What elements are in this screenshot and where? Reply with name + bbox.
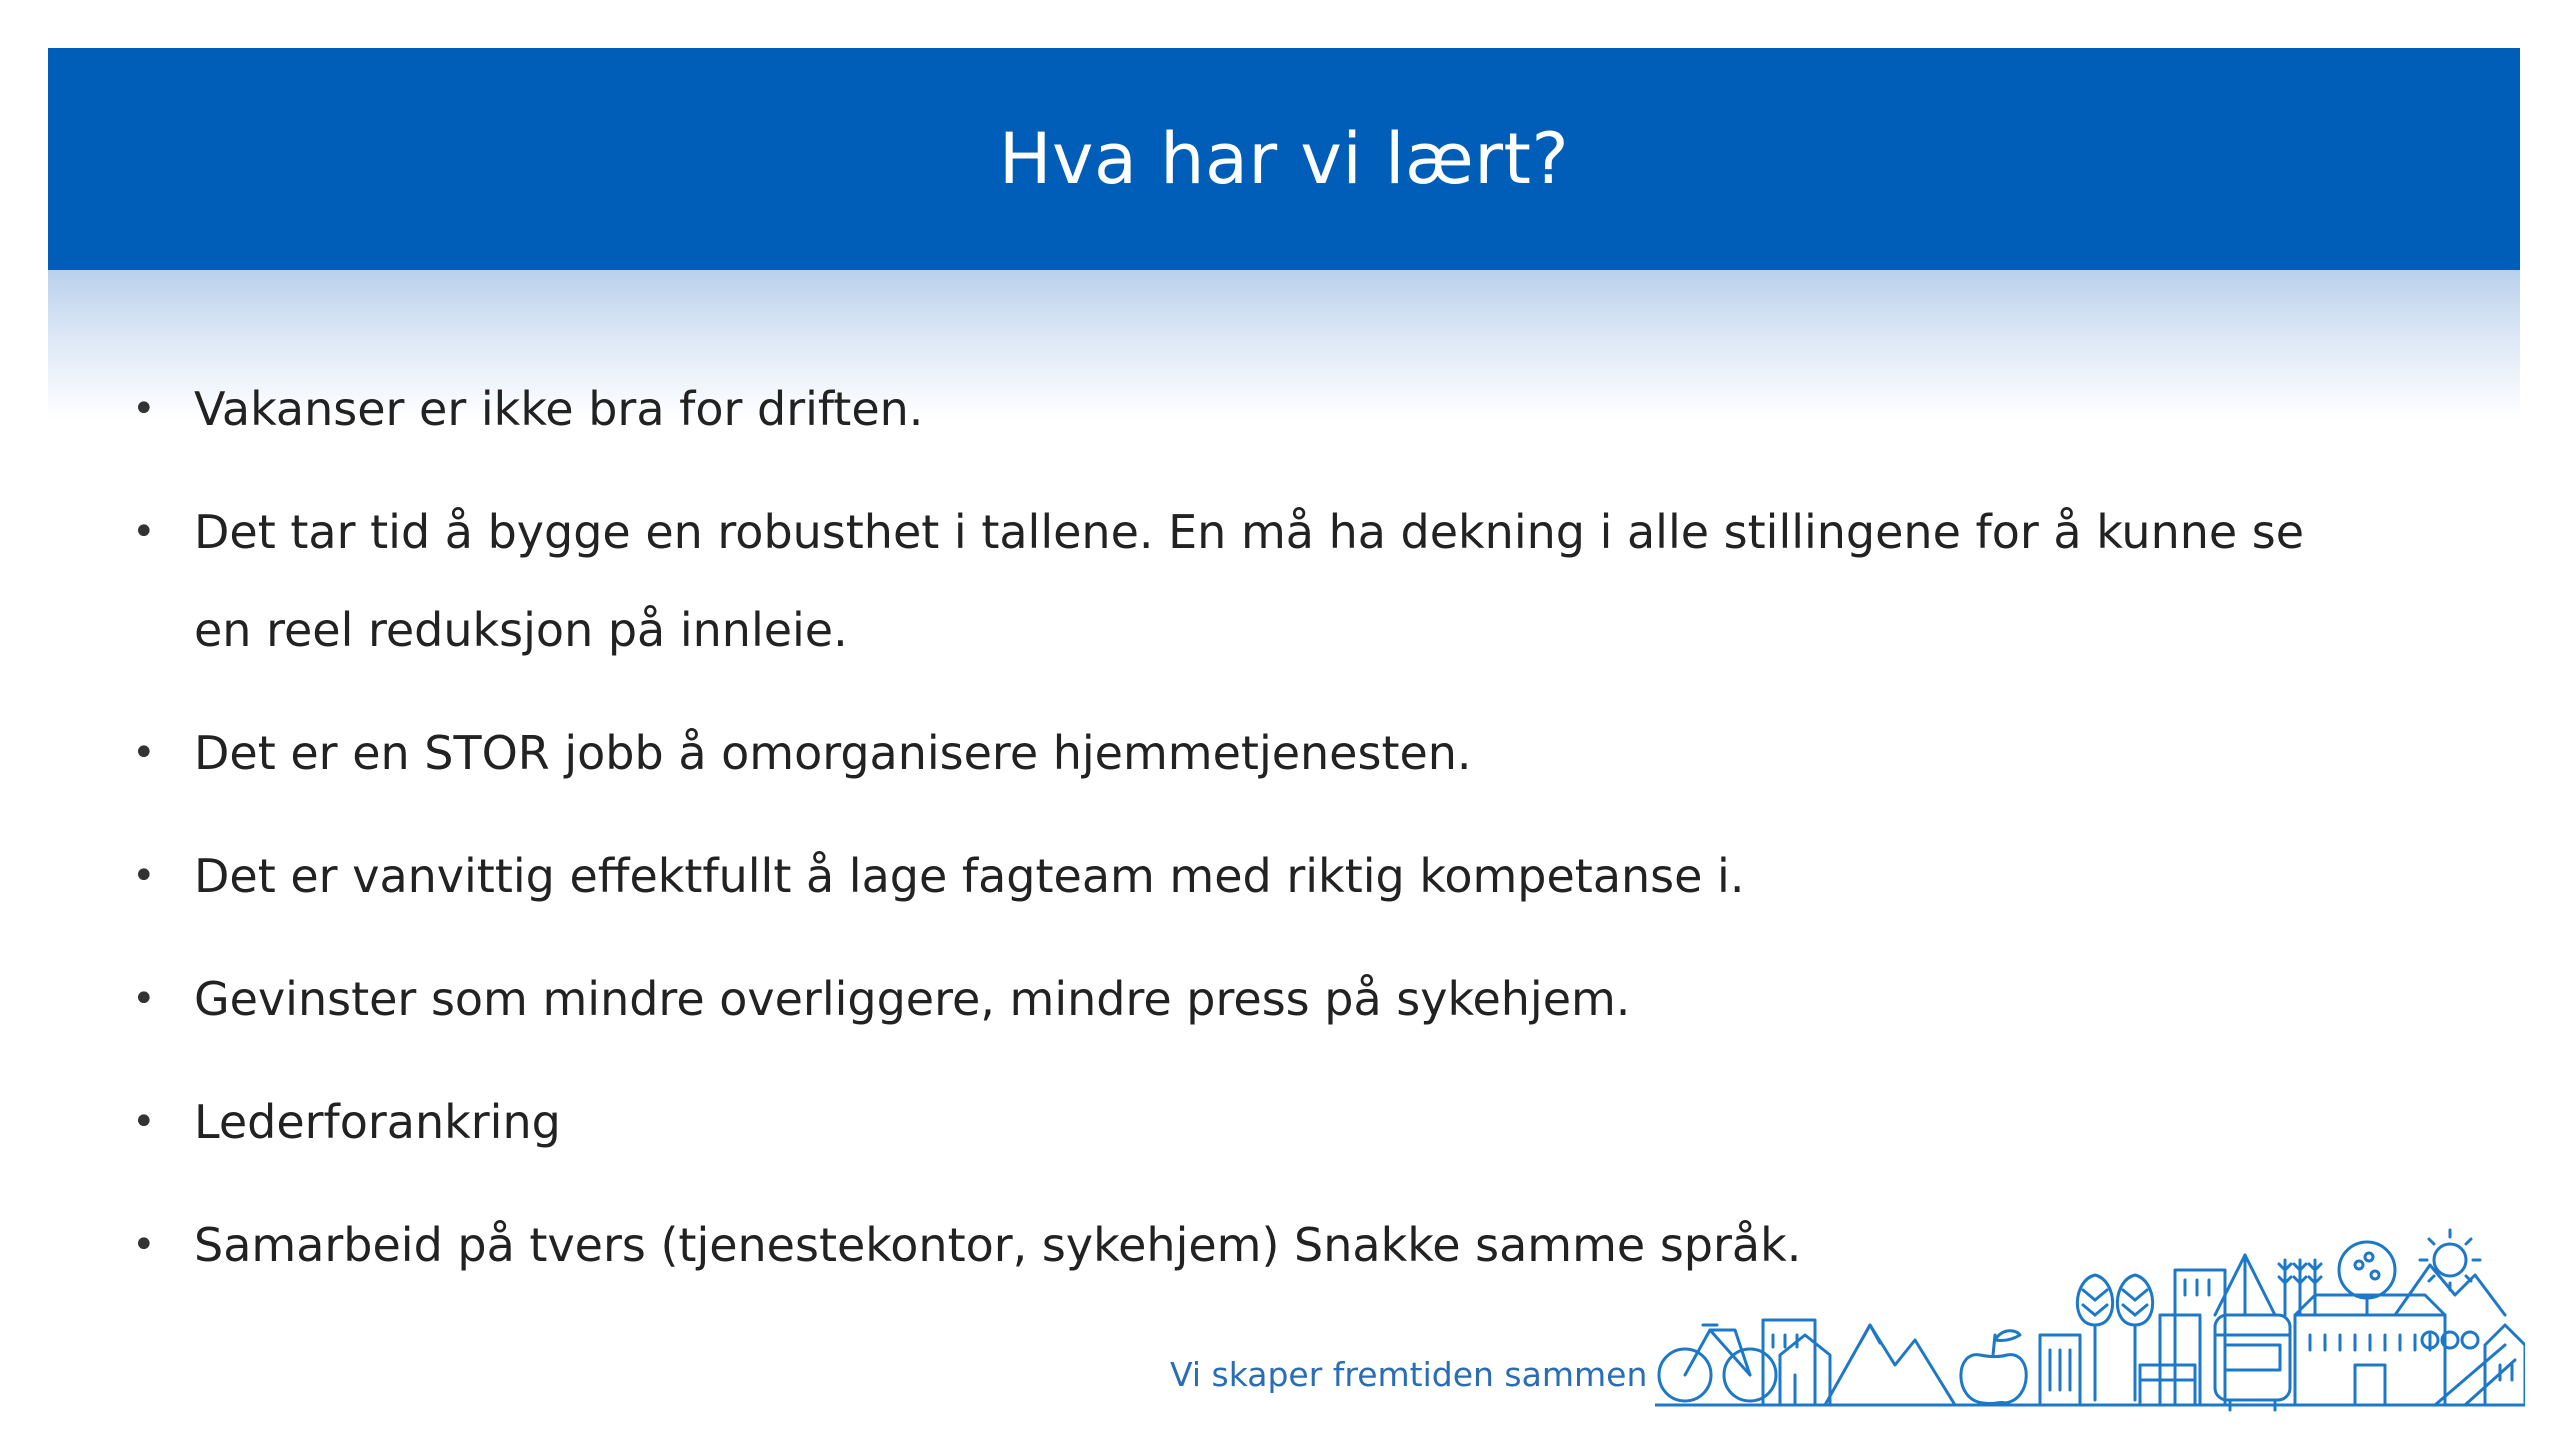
bullet-dot: • <box>132 386 156 432</box>
bullet-text: Det tar tid å bygge en robusthet i tallene. En må ha dekning i alle stillingene for å kunne se en reel reduksjon på innleie. <box>194 505 2305 657</box>
bullet-item <box>128 704 2308 802</box>
bullet-item <box>128 360 2308 458</box>
bullet-list <box>128 360 2308 1319</box>
bullet-text: Vakanser er ikke bra for driften. <box>194 382 924 436</box>
bullet-dot: • <box>132 1222 156 1268</box>
bullet-text: Gevinster som mindre overliggere, mindre press på sykehjem. <box>194 972 1631 1026</box>
bullet-item <box>128 827 2308 925</box>
bullet-item <box>128 1073 2308 1171</box>
bullet-text: Lederforankring <box>194 1095 561 1149</box>
slide-title: Hva har vi lært? <box>998 118 1570 200</box>
bullet-dot: • <box>132 730 156 776</box>
bullet-dot: • <box>132 976 156 1022</box>
bullet-dot: • <box>132 1099 156 1145</box>
bullet-item <box>128 483 2308 679</box>
bullet-text: Det er vanvittig effektfullt å lage fagteam med riktig kompetanse i. <box>194 849 1745 903</box>
footer-slogan: Vi skaper fremtiden sammen <box>1170 1355 1648 1394</box>
title-bar <box>48 48 2520 270</box>
bullet-dot: • <box>132 853 156 899</box>
city-skyline-line-art-icon <box>1655 1215 2525 1415</box>
bullet-text: Det er en STOR jobb å omorganisere hjemmetjenesten. <box>194 726 1472 780</box>
bullet-text: Samarbeid på tvers (tjenestekontor, sykehjem) Snakke samme språk. <box>194 1218 1802 1272</box>
bullet-item <box>128 950 2308 1048</box>
bullet-dot: • <box>132 509 156 555</box>
